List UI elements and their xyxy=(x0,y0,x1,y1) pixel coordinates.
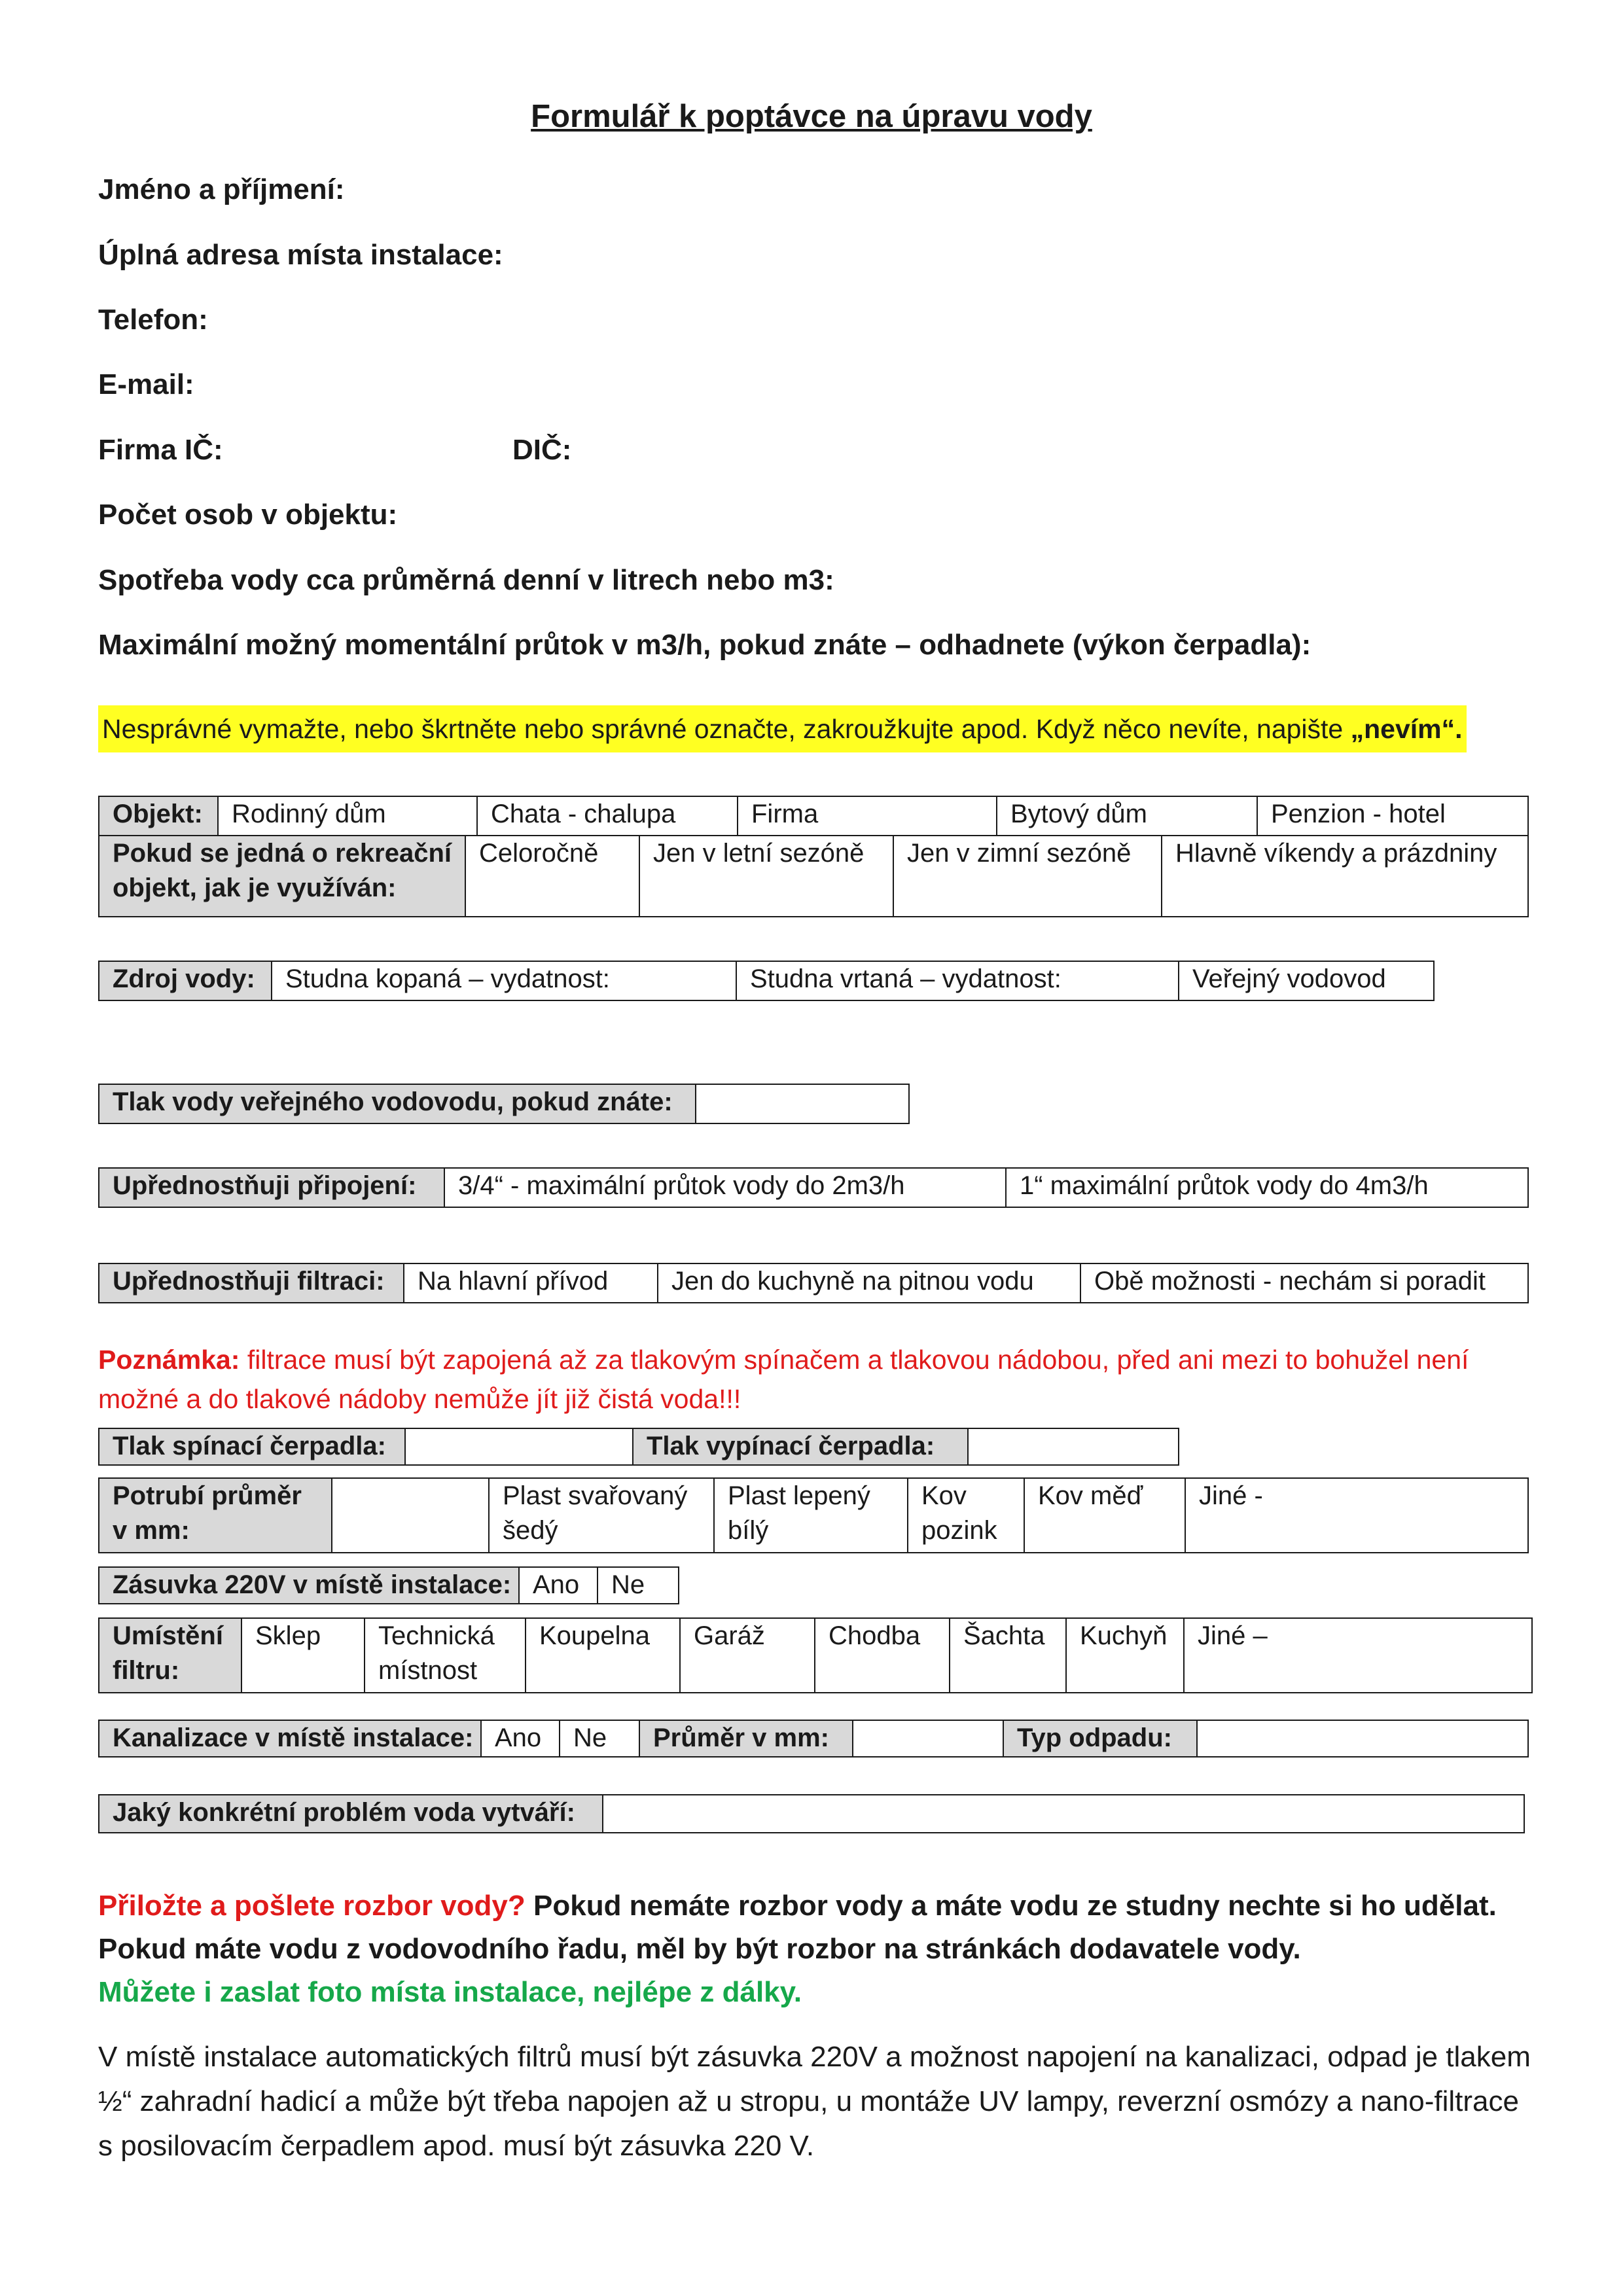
tlak-spinaci-input[interactable] xyxy=(405,1428,633,1465)
umisteni-option[interactable]: Technická místnost xyxy=(365,1618,526,1693)
field-dic: DIČ: xyxy=(512,434,572,466)
rekreacni-option[interactable]: Jen v zimní sezóně xyxy=(893,836,1162,917)
umisteni-table xyxy=(98,1617,1533,1693)
potrubi-table xyxy=(98,1477,1529,1553)
kanalizace-label: Kanalizace v místě instalace: xyxy=(99,1720,481,1757)
potrubi-option[interactable]: Plast lepený bílý xyxy=(714,1478,908,1553)
umisteni-option[interactable]: Garáž xyxy=(680,1618,815,1693)
zdroj-option[interactable]: Studna vrtaná – vydatnost: xyxy=(736,961,1179,1000)
tlak-vodovodu-table xyxy=(98,1084,910,1124)
tlak-vodovodu-label: Tlak vody veřejného vodovodu, pokud znáte: xyxy=(99,1084,696,1123)
zdroj-option[interactable]: Veřejný vodovod xyxy=(1179,961,1434,1000)
tlak-vypinaci-input[interactable] xyxy=(968,1428,1179,1465)
tlak-spinaci-label: Tlak spínací čerpadla: xyxy=(99,1428,405,1465)
zdroj-table xyxy=(98,961,1435,1001)
rekreacni-option[interactable]: Jen v letní sezóně xyxy=(639,836,893,917)
tlak-cerpadla-table xyxy=(98,1428,1179,1466)
zdroj-label: Zdroj vody: xyxy=(99,961,272,1000)
tlak-vypinaci-label: Tlak vypínací čerpadla: xyxy=(633,1428,968,1465)
umisteni-option[interactable]: Koupelna xyxy=(526,1618,680,1693)
kanalizace-prumer-label: Průměr v mm: xyxy=(639,1720,853,1757)
potrubi-option[interactable]: Kov měď xyxy=(1024,1478,1185,1553)
problem-input[interactable] xyxy=(603,1795,1524,1833)
poznamka-text: filtrace musí být zapojená až za tlakovým spínačem a tlakovou nádobou, před ani mezi to bohužel není možné a do tlakové nádoby nemůže jít již čistá voda!!! xyxy=(98,1345,1469,1414)
footer-bold-line1: Pokud nemáte rozbor vody a máte vodu ze studny nechte si ho udělat. xyxy=(525,1890,1497,1922)
rekreacni-table xyxy=(98,835,1529,917)
rekreacni-option[interactable]: Celoročně xyxy=(465,836,639,917)
zasuvka-label: Zásuvka 220V v místě instalace: xyxy=(99,1567,519,1604)
problem-label: Jaký konkrétní problém voda vytváří: xyxy=(99,1795,603,1833)
objekt-option[interactable]: Rodinný dům xyxy=(218,796,477,836)
objekt-option[interactable]: Chata - chalupa xyxy=(477,796,738,836)
umisteni-option[interactable]: Kuchyň xyxy=(1066,1618,1184,1693)
footer-bold-line2: Pokud máte vodu z vodovodního řadu, měl by být rozbor na stránkách dodavatele vody. xyxy=(98,1933,1301,1965)
kanalizace-option[interactable]: Ano xyxy=(481,1720,560,1757)
page-title: Formulář k poptávce na úpravu vody xyxy=(531,99,1092,134)
potrubi-option[interactable]: Kov pozink xyxy=(908,1478,1024,1553)
kanalizace-table xyxy=(98,1720,1529,1757)
pripojeni-label: Upřednostňuji připojení: xyxy=(99,1168,444,1207)
zasuvka-option[interactable]: Ne xyxy=(597,1567,679,1604)
potrubi-option[interactable]: Jiné - xyxy=(1185,1478,1528,1553)
objekt-option[interactable]: Bytový dům xyxy=(997,796,1257,836)
umisteni-label: Umístění filtru: xyxy=(99,1618,241,1693)
footer-red-question: Přiložte a pošlete rozbor vody? xyxy=(98,1890,526,1922)
footer-green-line: Můžete i zaslat foto místa instalace, nejlépe z dálky. xyxy=(98,1976,802,2008)
potrubi-input[interactable] xyxy=(332,1478,489,1553)
poznamka-label: Poznámka: xyxy=(98,1345,240,1375)
potrubi-label: Potrubí průměr v mm: xyxy=(99,1478,332,1553)
filtrace-option[interactable]: Jen do kuchyně na pitnou vodu xyxy=(658,1263,1080,1303)
zasuvka-option[interactable]: Ano xyxy=(519,1567,597,1604)
filtrace-label: Upřednostňuji filtraci: xyxy=(99,1263,404,1303)
rekreacni-option[interactable]: Hlavně víkendy a prázdniny xyxy=(1162,836,1528,917)
kanalizace-option[interactable]: Ne xyxy=(560,1720,639,1757)
instruction-note xyxy=(98,705,1467,752)
kanalizace-prumer-input[interactable] xyxy=(853,1720,1003,1757)
filtrace-option[interactable]: Na hlavní přívod xyxy=(404,1263,658,1303)
kanalizace-typ-input[interactable] xyxy=(1197,1720,1528,1757)
rekreacni-label: Pokud se jedná o rekreační objekt, jak je využíván: xyxy=(99,836,465,917)
zasuvka-table xyxy=(98,1566,679,1604)
kanalizace-typ-label: Typ odpadu: xyxy=(1003,1720,1197,1757)
instruction-text: Nesprávné vymažte, nebo škrtněte nebo správné označte, zakroužkujte apod. Když něco nevíte, napište xyxy=(102,714,1351,744)
pripojeni-option[interactable]: 3/4“ - maximální průtok vody do 2m3/h xyxy=(444,1168,1006,1207)
field-email: E-mail: xyxy=(98,368,194,400)
field-firma-ic: Firma IČ: xyxy=(98,434,223,466)
filtrace-option[interactable]: Obě možnosti - nechám si poradit xyxy=(1080,1263,1528,1303)
footer-instructions xyxy=(98,1884,1551,2014)
objekt-option[interactable]: Firma xyxy=(738,796,997,836)
field-pocet-osob: Počet osob v objektu: xyxy=(98,499,398,531)
field-telefon: Telefon: xyxy=(98,304,208,336)
poznamka-note xyxy=(98,1340,1531,1419)
objekt-option[interactable]: Penzion - hotel xyxy=(1257,796,1528,836)
zdroj-option[interactable]: Studna kopaná – vydatnost: xyxy=(272,961,736,1000)
instruction-emphasis: „nevím“. xyxy=(1350,714,1463,744)
field-jmeno: Jméno a příjmení: xyxy=(98,173,345,205)
umisteni-option[interactable]: Sklep xyxy=(241,1618,365,1693)
objekt-table xyxy=(98,796,1529,836)
potrubi-option[interactable]: Plast svařovaný šedý xyxy=(489,1478,714,1553)
objekt-label: Objekt: xyxy=(99,796,218,836)
tlak-vodovodu-input[interactable] xyxy=(696,1084,909,1123)
field-adresa: Úplná adresa místa instalace: xyxy=(98,239,503,271)
problem-table xyxy=(98,1794,1525,1833)
umisteni-option[interactable]: Šachta xyxy=(950,1618,1066,1693)
pripojeni-option[interactable]: 1“ maximální průtok vody do 4m3/h xyxy=(1006,1168,1528,1207)
umisteni-option[interactable]: Jiné – xyxy=(1184,1618,1532,1693)
field-prutok: Maximální možný momentální průtok v m3/h, pokud znáte – odhadnete (výkon čerpadla): xyxy=(98,629,1311,661)
pripojeni-table xyxy=(98,1167,1529,1208)
umisteni-option[interactable]: Chodba xyxy=(815,1618,950,1693)
footer-paragraph: V místě instalace automatických filtrů musí být zásuvka 220V a možnost napojení na kanalizaci, odpad je tlakem ½“ zahradní hadicí a může být třeba napojen až u stropu, u montáže UV lampy, reverzní osmózy a nano-filtrace s posilovacím čerpadlem apod. musí být zásuvka 220 V. xyxy=(98,2041,1531,2162)
field-spotreba: Spotřeba vody cca průměrná denní v litrech nebo m3: xyxy=(98,564,834,596)
filtrace-table xyxy=(98,1263,1529,1303)
